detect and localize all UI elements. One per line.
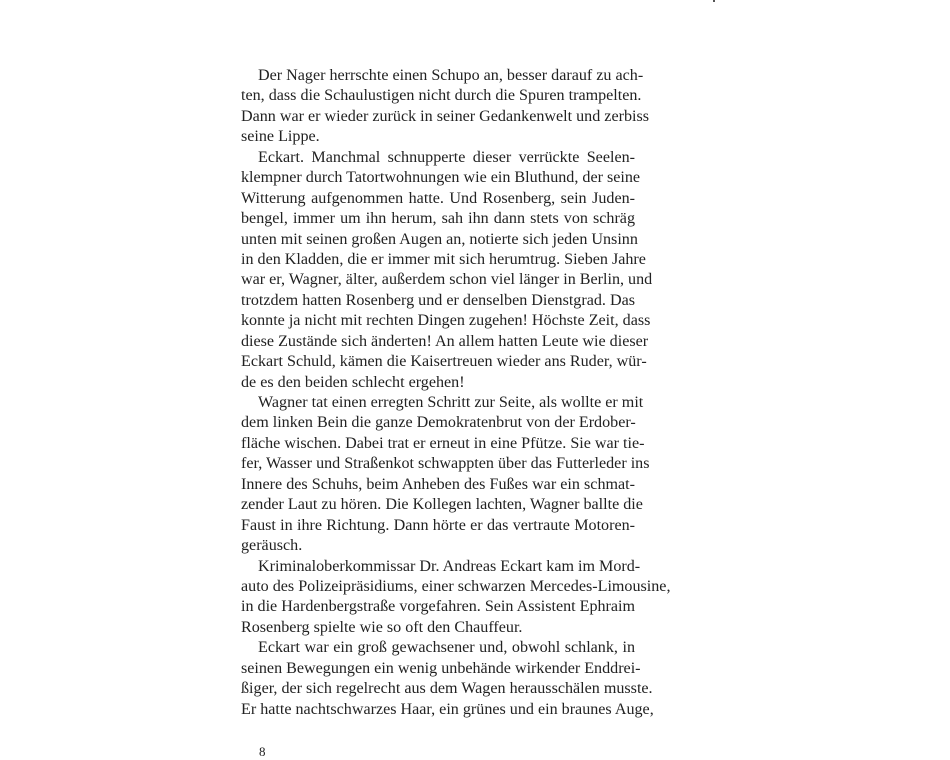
text-line: geräusch.	[241, 537, 303, 555]
text-line: Wagner tat einen erregten Schritt zur Seite, als wollte er mit	[258, 394, 644, 411]
text-line: ten, dass die Schaulustigen nicht durch die Spuren trampelten.	[241, 87, 642, 105]
text-line: fer, Wasser und Straßenkot schwappten über das Futterleder ins	[241, 455, 650, 473]
text-line: diese Zustände sich änderten! An allem hatten Leute wie dieser	[241, 332, 649, 350]
body-text	[241, 66, 671, 720]
text-line: unten mit seinen großen Augen an, notierte sich jeden Unsinn	[241, 230, 638, 248]
text-line: klempner durch Tatortwohnungen wie ein Bluthund, der seine	[241, 169, 641, 187]
text-line: Der Nager herrschte einen Schupo an, besser darauf zu ach-	[258, 67, 644, 84]
text-line: fläche wischen. Dabei trat er erneut in eine Pfütze. Sie war tie-	[241, 434, 645, 452]
text-line: Er hatte nachtschwarzes Haar, ein grünes und ein braunes Auge,	[241, 700, 654, 718]
text-line: konnte ja nicht mit rechten Dingen zugehen! Höchste Zeit, dass	[241, 312, 651, 330]
text-line: in die Hardenbergstraße vorgefahren. Sein Assistent Ephraim	[241, 598, 636, 616]
text-line: Eckart Schuld, kämen die Kaisertreuen wieder ans Ruder, wür-	[241, 353, 647, 371]
text-line: de es den beiden schlecht ergehen!	[241, 373, 465, 391]
text-line: war er, Wagner, älter, außerdem schon viel länger in Berlin, und	[241, 271, 653, 289]
text-line: Kriminaloberkommissar Dr. Andreas Eckart kam im Mord-	[258, 557, 641, 575]
page-number: 8	[259, 744, 266, 759]
scan-mark	[713, 0, 715, 2]
text-line: auto des Polizeipräsidiums, einer schwarzen Mercedes-Limousine,	[241, 577, 671, 595]
text-line: Eckart war ein groß gewachsener und, obwohl schlank, in	[258, 639, 635, 657]
text-line: Witterung aufgenommen hatte. Und Rosenberg, sein Juden-	[241, 189, 635, 207]
text-line: Eckart. Manchmal schnupperte dieser verrückte Seelen-	[258, 148, 635, 166]
text-line: Dann war er wieder zurück in seiner Gedankenwelt und zerbiss	[241, 107, 649, 125]
text-line: trotzdem hatten Rosenberg und er denselben Dienstgrad. Das	[241, 291, 635, 309]
text-line: dem linken Bein die ganze Demokratenbrut von der Erdober-	[241, 414, 636, 432]
text-line: ßiger, der sich regelrecht aus dem Wagen herausschälen musste.	[241, 680, 653, 698]
text-line: zender Laut zu hören. Die Kollegen lachten, Wagner ballte die	[241, 496, 643, 514]
text-line: in den Kladden, die er immer mit sich herumtrug. Sieben Jahre	[241, 250, 646, 268]
text-line: bengel, immer um ihn herum, sah ihn dann stets von schräg	[241, 210, 635, 228]
text-line: seinen Bewegungen ein wenig unbehände wirkender Enddrei-	[241, 659, 641, 677]
text-line: Faust in ihre Richtung. Dann hörte er das vertraute Motoren-	[241, 516, 635, 534]
text-line: Innere des Schuhs, beim Anheben des Fußes war ein schmat-	[241, 475, 635, 493]
text-line: Rosenberg spielte wie so oft den Chauffeur.	[241, 618, 523, 636]
text-line: seine Lippe.	[241, 128, 320, 146]
